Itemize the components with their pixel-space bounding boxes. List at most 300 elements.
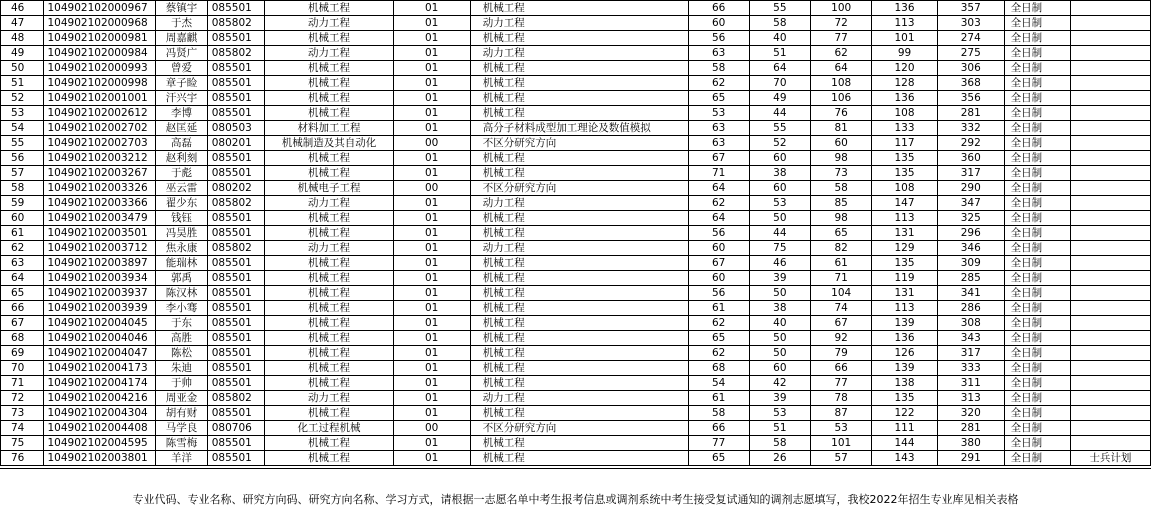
score-subject1-cell: 72	[811, 16, 872, 31]
candidate-name-cell: 巫云雷	[156, 181, 207, 196]
score-subject2-cell: 136	[872, 1, 938, 16]
score-subject1-cell: 78	[811, 391, 872, 406]
direction-name-cell: 不区分研究方向	[470, 136, 688, 151]
table-row	[1, 316, 1151, 331]
table-row	[1, 181, 1151, 196]
table-row	[1, 106, 1151, 121]
score-language-cell: 38	[749, 301, 811, 316]
table-row	[1, 1, 1151, 16]
major-code-cell: 080202	[207, 181, 265, 196]
candidate-name-cell: 郭禹	[156, 271, 207, 286]
candidate-id-cell: 104902102003712	[43, 241, 156, 256]
score-subject1-cell: 101	[811, 436, 872, 451]
score-subject2-cell: 131	[872, 286, 938, 301]
score-subject1-cell: 67	[811, 316, 872, 331]
score-total-cell: 303	[937, 16, 1004, 31]
table-row	[1, 256, 1151, 271]
table-row	[1, 436, 1151, 451]
score-politics-cell: 60	[688, 16, 749, 31]
candidate-name-cell: 能瑞林	[156, 256, 207, 271]
table-row	[1, 226, 1151, 241]
direction-name-cell: 机械工程	[470, 301, 688, 316]
score-subject1-cell: 100	[811, 1, 872, 16]
remark-cell	[1070, 226, 1150, 241]
score-politics-cell: 67	[688, 151, 749, 166]
major-name-cell: 化工过程机械	[265, 421, 393, 436]
study-mode-cell: 全日制	[1004, 121, 1070, 136]
study-mode-cell: 全日制	[1004, 31, 1070, 46]
direction-name-cell: 机械工程	[470, 286, 688, 301]
score-subject1-cell: 108	[811, 76, 872, 91]
score-subject1-cell: 64	[811, 61, 872, 76]
score-total-cell: 380	[937, 436, 1004, 451]
direction-code-cell: 01	[393, 91, 470, 106]
row-number-cell: 57	[1, 166, 44, 181]
remark-cell	[1070, 166, 1150, 181]
candidate-id-cell: 104902102003326	[43, 181, 156, 196]
direction-code-cell: 01	[393, 376, 470, 391]
remark-cell	[1070, 76, 1150, 91]
study-mode-cell: 全日制	[1004, 346, 1070, 361]
table-row	[1, 76, 1151, 91]
direction-name-cell: 机械工程	[470, 1, 688, 16]
table-row	[1, 211, 1151, 226]
remark-cell	[1070, 136, 1150, 151]
score-politics-cell: 60	[688, 241, 749, 256]
score-politics-cell: 66	[688, 1, 749, 16]
score-total-cell: 290	[937, 181, 1004, 196]
candidate-id-cell: 104902102004173	[43, 361, 156, 376]
study-mode-cell: 全日制	[1004, 46, 1070, 61]
direction-code-cell: 01	[393, 316, 470, 331]
score-total-cell: 347	[937, 196, 1004, 211]
score-politics-cell: 62	[688, 316, 749, 331]
score-language-cell: 55	[749, 121, 811, 136]
candidate-id-cell: 104902102004046	[43, 331, 156, 346]
table-row	[1, 91, 1151, 106]
candidate-name-cell: 周亚金	[156, 391, 207, 406]
score-language-cell: 39	[749, 271, 811, 286]
score-politics-cell: 62	[688, 76, 749, 91]
remark-cell	[1070, 1, 1150, 16]
major-code-cell: 085501	[207, 106, 265, 121]
candidate-id-cell: 104902102004595	[43, 436, 156, 451]
major-code-cell: 085501	[207, 451, 265, 466]
score-politics-cell: 56	[688, 31, 749, 46]
major-name-cell: 机械工程	[265, 316, 393, 331]
candidate-id-cell: 104902102003267	[43, 166, 156, 181]
remark-cell	[1070, 31, 1150, 46]
table-row	[1, 406, 1151, 421]
remark-cell	[1070, 331, 1150, 346]
candidate-name-cell: 章子睑	[156, 76, 207, 91]
candidate-id-cell: 104902102004174	[43, 376, 156, 391]
score-language-cell: 58	[749, 436, 811, 451]
score-subject1-cell: 77	[811, 376, 872, 391]
score-subject2-cell: 126	[872, 346, 938, 361]
score-subject1-cell: 87	[811, 406, 872, 421]
candidate-name-cell: 冯贤广	[156, 46, 207, 61]
major-name-cell: 动力工程	[265, 46, 393, 61]
table-row	[1, 271, 1151, 286]
score-language-cell: 64	[749, 61, 811, 76]
score-total-cell: 281	[937, 421, 1004, 436]
score-subject1-cell: 62	[811, 46, 872, 61]
remark-cell	[1070, 196, 1150, 211]
major-name-cell: 机械工程	[265, 151, 393, 166]
candidate-name-cell: 赵利刻	[156, 151, 207, 166]
study-mode-cell: 全日制	[1004, 316, 1070, 331]
direction-name-cell: 高分子材料成型加工理论及数值模拟	[470, 121, 688, 136]
major-name-cell: 机械工程	[265, 256, 393, 271]
study-mode-cell: 全日制	[1004, 91, 1070, 106]
score-total-cell: 325	[937, 211, 1004, 226]
score-subject2-cell: 135	[872, 151, 938, 166]
direction-name-cell: 机械工程	[470, 211, 688, 226]
score-subject2-cell: 113	[872, 301, 938, 316]
major-code-cell: 085501	[207, 91, 265, 106]
score-language-cell: 50	[749, 346, 811, 361]
direction-name-cell: 机械工程	[470, 451, 688, 466]
score-total-cell: 296	[937, 226, 1004, 241]
score-politics-cell: 66	[688, 421, 749, 436]
candidate-id-cell: 104902102003897	[43, 256, 156, 271]
study-mode-cell: 全日制	[1004, 166, 1070, 181]
direction-name-cell: 机械工程	[470, 346, 688, 361]
score-politics-cell: 77	[688, 436, 749, 451]
score-total-cell: 332	[937, 121, 1004, 136]
score-total-cell: 286	[937, 301, 1004, 316]
candidate-name-cell: 李小骞	[156, 301, 207, 316]
row-number-cell: 48	[1, 31, 44, 46]
score-subject2-cell: 135	[872, 256, 938, 271]
table-row	[1, 286, 1151, 301]
major-code-cell: 085501	[207, 316, 265, 331]
direction-name-cell: 机械工程	[470, 151, 688, 166]
candidate-id-cell: 104902102000968	[43, 16, 156, 31]
direction-name-cell: 机械工程	[470, 361, 688, 376]
score-total-cell: 275	[937, 46, 1004, 61]
direction-name-cell: 动力工程	[470, 16, 688, 31]
score-subject1-cell: 104	[811, 286, 872, 301]
direction-code-cell: 01	[393, 61, 470, 76]
table-row	[1, 451, 1151, 466]
score-subject2-cell: 139	[872, 361, 938, 376]
study-mode-cell: 全日制	[1004, 16, 1070, 31]
direction-code-cell: 00	[393, 181, 470, 196]
major-name-cell: 机械工程	[265, 331, 393, 346]
direction-name-cell: 机械工程	[470, 61, 688, 76]
score-politics-cell: 58	[688, 406, 749, 421]
score-total-cell: 333	[937, 361, 1004, 376]
candidate-id-cell: 104902102004047	[43, 346, 156, 361]
direction-code-cell: 01	[393, 256, 470, 271]
table-row	[1, 391, 1151, 406]
direction-code-cell: 01	[393, 211, 470, 226]
direction-code-cell: 01	[393, 406, 470, 421]
remark-cell	[1070, 181, 1150, 196]
score-politics-cell: 58	[688, 61, 749, 76]
direction-code-cell: 01	[393, 166, 470, 181]
major-code-cell: 085802	[207, 16, 265, 31]
candidate-name-cell: 羊洋	[156, 451, 207, 466]
score-language-cell: 38	[749, 166, 811, 181]
score-language-cell: 44	[749, 226, 811, 241]
direction-code-cell: 01	[393, 301, 470, 316]
score-politics-cell: 63	[688, 136, 749, 151]
major-code-cell: 085501	[207, 436, 265, 451]
major-code-cell: 085802	[207, 391, 265, 406]
score-language-cell: 40	[749, 316, 811, 331]
score-language-cell: 44	[749, 106, 811, 121]
score-language-cell: 60	[749, 181, 811, 196]
direction-name-cell: 动力工程	[470, 241, 688, 256]
candidate-name-cell: 冯昊胜	[156, 226, 207, 241]
direction-name-cell: 机械工程	[470, 76, 688, 91]
direction-name-cell: 不区分研究方向	[470, 181, 688, 196]
major-code-cell: 085501	[207, 166, 265, 181]
major-name-cell: 动力工程	[265, 196, 393, 211]
major-code-cell: 085501	[207, 331, 265, 346]
direction-code-cell: 01	[393, 436, 470, 451]
direction-name-cell: 机械工程	[470, 226, 688, 241]
row-number-cell: 61	[1, 226, 44, 241]
score-subject1-cell: 98	[811, 151, 872, 166]
candidate-id-cell: 104902102004216	[43, 391, 156, 406]
major-name-cell: 机械工程	[265, 211, 393, 226]
remark-cell	[1070, 241, 1150, 256]
candidate-id-cell: 104902102002612	[43, 106, 156, 121]
major-code-cell: 085501	[207, 226, 265, 241]
direction-name-cell: 机械工程	[470, 376, 688, 391]
row-number-cell: 67	[1, 316, 44, 331]
row-number-cell: 59	[1, 196, 44, 211]
score-subject2-cell: 120	[872, 61, 938, 76]
row-number-cell: 49	[1, 46, 44, 61]
score-language-cell: 50	[749, 211, 811, 226]
score-politics-cell: 67	[688, 256, 749, 271]
score-subject2-cell: 133	[872, 121, 938, 136]
study-mode-cell: 全日制	[1004, 1, 1070, 16]
direction-code-cell: 01	[393, 226, 470, 241]
major-name-cell: 机械工程	[265, 451, 393, 466]
major-name-cell: 机械工程	[265, 301, 393, 316]
score-total-cell: 291	[937, 451, 1004, 466]
table-row	[1, 376, 1151, 391]
candidate-id-cell: 104902102003479	[43, 211, 156, 226]
score-language-cell: 50	[749, 286, 811, 301]
remark-cell	[1070, 271, 1150, 286]
row-number-cell: 65	[1, 286, 44, 301]
direction-code-cell: 01	[393, 46, 470, 61]
score-total-cell: 360	[937, 151, 1004, 166]
direction-name-cell: 机械工程	[470, 406, 688, 421]
score-language-cell: 75	[749, 241, 811, 256]
study-mode-cell: 全日制	[1004, 61, 1070, 76]
major-name-cell: 机械工程	[265, 61, 393, 76]
study-mode-cell: 全日制	[1004, 361, 1070, 376]
score-subject1-cell: 57	[811, 451, 872, 466]
study-mode-cell: 全日制	[1004, 451, 1070, 466]
score-total-cell: 313	[937, 391, 1004, 406]
remark-cell	[1070, 406, 1150, 421]
score-subject1-cell: 92	[811, 331, 872, 346]
score-total-cell: 274	[937, 31, 1004, 46]
score-language-cell: 26	[749, 451, 811, 466]
row-number-cell: 72	[1, 391, 44, 406]
row-number-cell: 58	[1, 181, 44, 196]
candidate-name-cell: 李博	[156, 106, 207, 121]
score-politics-cell: 53	[688, 106, 749, 121]
major-code-cell: 085802	[207, 196, 265, 211]
study-mode-cell: 全日制	[1004, 241, 1070, 256]
table-row	[1, 301, 1151, 316]
score-politics-cell: 65	[688, 91, 749, 106]
row-number-cell: 63	[1, 256, 44, 271]
study-mode-cell: 全日制	[1004, 256, 1070, 271]
candidate-name-cell: 高磊	[156, 136, 207, 151]
major-name-cell: 机械工程	[265, 436, 393, 451]
score-politics-cell: 63	[688, 46, 749, 61]
table-row	[1, 346, 1151, 361]
score-language-cell: 70	[749, 76, 811, 91]
major-code-cell: 085501	[207, 1, 265, 16]
direction-code-cell: 01	[393, 331, 470, 346]
row-number-cell: 69	[1, 346, 44, 361]
row-number-cell: 56	[1, 151, 44, 166]
score-subject2-cell: 143	[872, 451, 938, 466]
score-politics-cell: 61	[688, 391, 749, 406]
row-number-cell: 51	[1, 76, 44, 91]
candidate-name-cell: 陈松	[156, 346, 207, 361]
score-language-cell: 53	[749, 196, 811, 211]
major-code-cell: 085802	[207, 241, 265, 256]
score-subject2-cell: 136	[872, 91, 938, 106]
score-subject2-cell: 99	[872, 46, 938, 61]
score-subject2-cell: 119	[872, 271, 938, 286]
row-number-cell: 76	[1, 451, 44, 466]
study-mode-cell: 全日制	[1004, 271, 1070, 286]
major-name-cell: 机械电子工程	[265, 181, 393, 196]
table-row	[1, 421, 1151, 436]
table-row	[1, 166, 1151, 181]
score-language-cell: 50	[749, 331, 811, 346]
study-mode-cell: 全日制	[1004, 421, 1070, 436]
major-name-cell: 动力工程	[265, 241, 393, 256]
remark-cell	[1070, 211, 1150, 226]
candidate-id-cell: 104902102000993	[43, 61, 156, 76]
score-subject1-cell: 79	[811, 346, 872, 361]
table-row	[1, 61, 1151, 76]
score-subject1-cell: 61	[811, 256, 872, 271]
score-subject2-cell: 122	[872, 406, 938, 421]
score-politics-cell: 62	[688, 196, 749, 211]
remark-cell	[1070, 61, 1150, 76]
score-subject2-cell: 128	[872, 76, 938, 91]
table-row	[1, 331, 1151, 346]
score-subject2-cell: 113	[872, 16, 938, 31]
score-subject1-cell: 53	[811, 421, 872, 436]
direction-code-cell: 01	[393, 391, 470, 406]
score-subject1-cell: 66	[811, 361, 872, 376]
remark-cell	[1070, 376, 1150, 391]
score-subject2-cell: 135	[872, 391, 938, 406]
score-subject1-cell: 98	[811, 211, 872, 226]
major-name-cell: 机械工程	[265, 376, 393, 391]
remark-cell	[1070, 106, 1150, 121]
candidate-name-cell: 翟少东	[156, 196, 207, 211]
table-row	[1, 31, 1151, 46]
direction-code-cell: 01	[393, 271, 470, 286]
direction-name-cell: 动力工程	[470, 46, 688, 61]
major-code-cell: 080706	[207, 421, 265, 436]
score-total-cell: 311	[937, 376, 1004, 391]
score-subject1-cell: 74	[811, 301, 872, 316]
direction-code-cell: 00	[393, 421, 470, 436]
study-mode-cell: 全日制	[1004, 136, 1070, 151]
candidate-name-cell: 于东	[156, 316, 207, 331]
candidate-name-cell: 胡有财	[156, 406, 207, 421]
candidate-id-cell: 104902102003801	[43, 451, 156, 466]
candidate-name-cell: 于彪	[156, 166, 207, 181]
major-name-cell: 动力工程	[265, 391, 393, 406]
score-subject2-cell: 101	[872, 31, 938, 46]
row-number-cell: 70	[1, 361, 44, 376]
study-mode-cell: 全日制	[1004, 76, 1070, 91]
score-total-cell: 309	[937, 256, 1004, 271]
score-subject1-cell: 76	[811, 106, 872, 121]
major-code-cell: 085501	[207, 76, 265, 91]
score-language-cell: 39	[749, 391, 811, 406]
remark-cell	[1070, 421, 1150, 436]
table-body	[1, 1, 1151, 466]
major-code-cell: 085501	[207, 61, 265, 76]
score-subject1-cell: 65	[811, 226, 872, 241]
candidate-name-cell: 汗兴宇	[156, 91, 207, 106]
candidate-id-cell: 104902102003501	[43, 226, 156, 241]
candidate-id-cell: 104902102000998	[43, 76, 156, 91]
score-politics-cell: 71	[688, 166, 749, 181]
major-name-cell: 机械工程	[265, 76, 393, 91]
row-number-cell: 75	[1, 436, 44, 451]
score-total-cell: 357	[937, 1, 1004, 16]
direction-code-cell: 00	[393, 136, 470, 151]
row-number-cell: 52	[1, 91, 44, 106]
direction-name-cell: 动力工程	[470, 196, 688, 211]
score-total-cell: 356	[937, 91, 1004, 106]
major-code-cell: 085501	[207, 256, 265, 271]
score-total-cell: 281	[937, 106, 1004, 121]
row-number-cell: 47	[1, 16, 44, 31]
score-politics-cell: 68	[688, 361, 749, 376]
row-number-cell: 55	[1, 136, 44, 151]
remark-cell	[1070, 121, 1150, 136]
score-total-cell: 317	[937, 166, 1004, 181]
score-politics-cell: 56	[688, 286, 749, 301]
row-number-cell: 68	[1, 331, 44, 346]
direction-name-cell: 机械工程	[470, 106, 688, 121]
score-subject2-cell: 131	[872, 226, 938, 241]
score-subject2-cell: 135	[872, 166, 938, 181]
score-politics-cell: 63	[688, 121, 749, 136]
direction-code-cell: 01	[393, 361, 470, 376]
score-subject1-cell: 106	[811, 91, 872, 106]
major-name-cell: 机械工程	[265, 91, 393, 106]
score-language-cell: 46	[749, 256, 811, 271]
table-row	[1, 136, 1151, 151]
score-total-cell: 292	[937, 136, 1004, 151]
row-number-cell: 53	[1, 106, 44, 121]
